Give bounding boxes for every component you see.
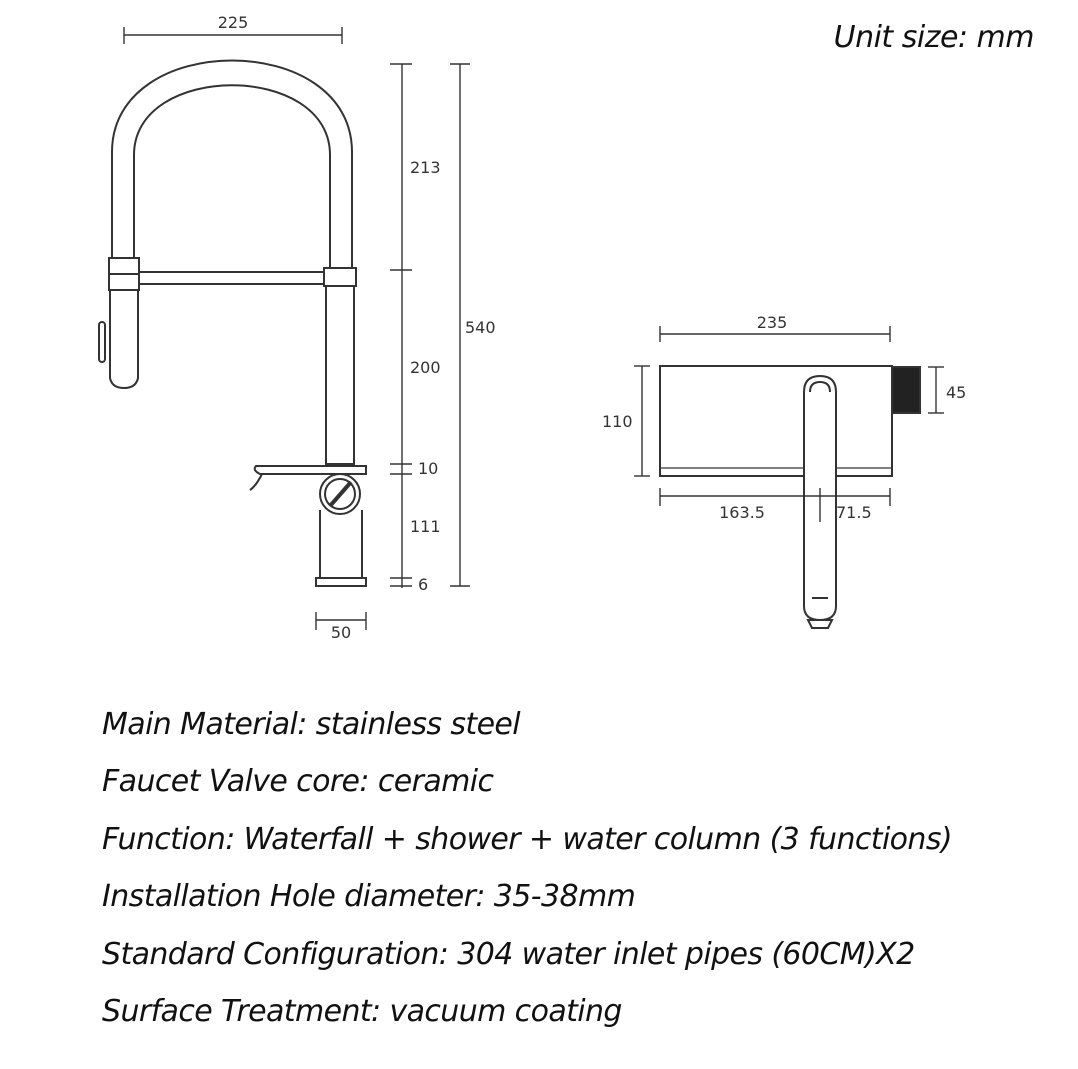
top-view-body (660, 366, 892, 476)
dim-spout-height: 213 (410, 158, 441, 177)
dim-top-view-length: 235 (756, 313, 788, 332)
faucet-column (326, 286, 354, 464)
dim-deck-thickness: 10 (418, 459, 439, 478)
faucet-top-view (660, 366, 920, 628)
top-view-handle (892, 367, 920, 413)
side-view-dimension-labels (218, 13, 496, 642)
spout-arch (112, 61, 352, 271)
column-collar (324, 268, 356, 286)
spec-main-material: Main Material: stainless steel (102, 707, 521, 742)
dim-width-top: 225 (217, 13, 249, 32)
spec-function: Function: Waterfall + shower + water column (3 functions) (102, 821, 952, 857)
spec-valve-core: Faucet Valve core: ceramic (102, 764, 494, 800)
spec-list (102, 696, 952, 1040)
waterfall-outlet (255, 466, 366, 474)
spec-standard-configuration: Standard Configuration: 304 water inlet pipes (60CM)X2 (102, 936, 915, 972)
faucet-base (320, 510, 362, 578)
spec-hole-diameter: Installation Hole diameter: 35-38mm (102, 879, 636, 915)
dim-total-height: 540 (465, 318, 496, 337)
dim-handle-size: 45 (946, 383, 967, 402)
dim-left-offset: 163.5 (719, 503, 765, 522)
dim-base-diameter: 50 (330, 623, 352, 642)
spout-arch-inner (134, 85, 330, 270)
unit-label: Unit size: mm (833, 20, 1034, 55)
dim-body-height: 200 (410, 358, 441, 377)
side-view-dimensions (124, 27, 470, 630)
dim-top-view-width: 110 (602, 412, 633, 431)
spray-button (99, 322, 105, 362)
faucet-side-view (99, 61, 366, 587)
base-ring (316, 578, 366, 586)
spray-bar (138, 272, 326, 284)
spec-surface-treatment: Surface Treatment: vacuum coating (102, 993, 622, 1029)
dim-base-ring: 6 (418, 575, 429, 594)
spray-head (110, 290, 138, 388)
dim-base-height: 111 (410, 517, 441, 536)
dim-right-offset: 71.5 (836, 503, 872, 522)
